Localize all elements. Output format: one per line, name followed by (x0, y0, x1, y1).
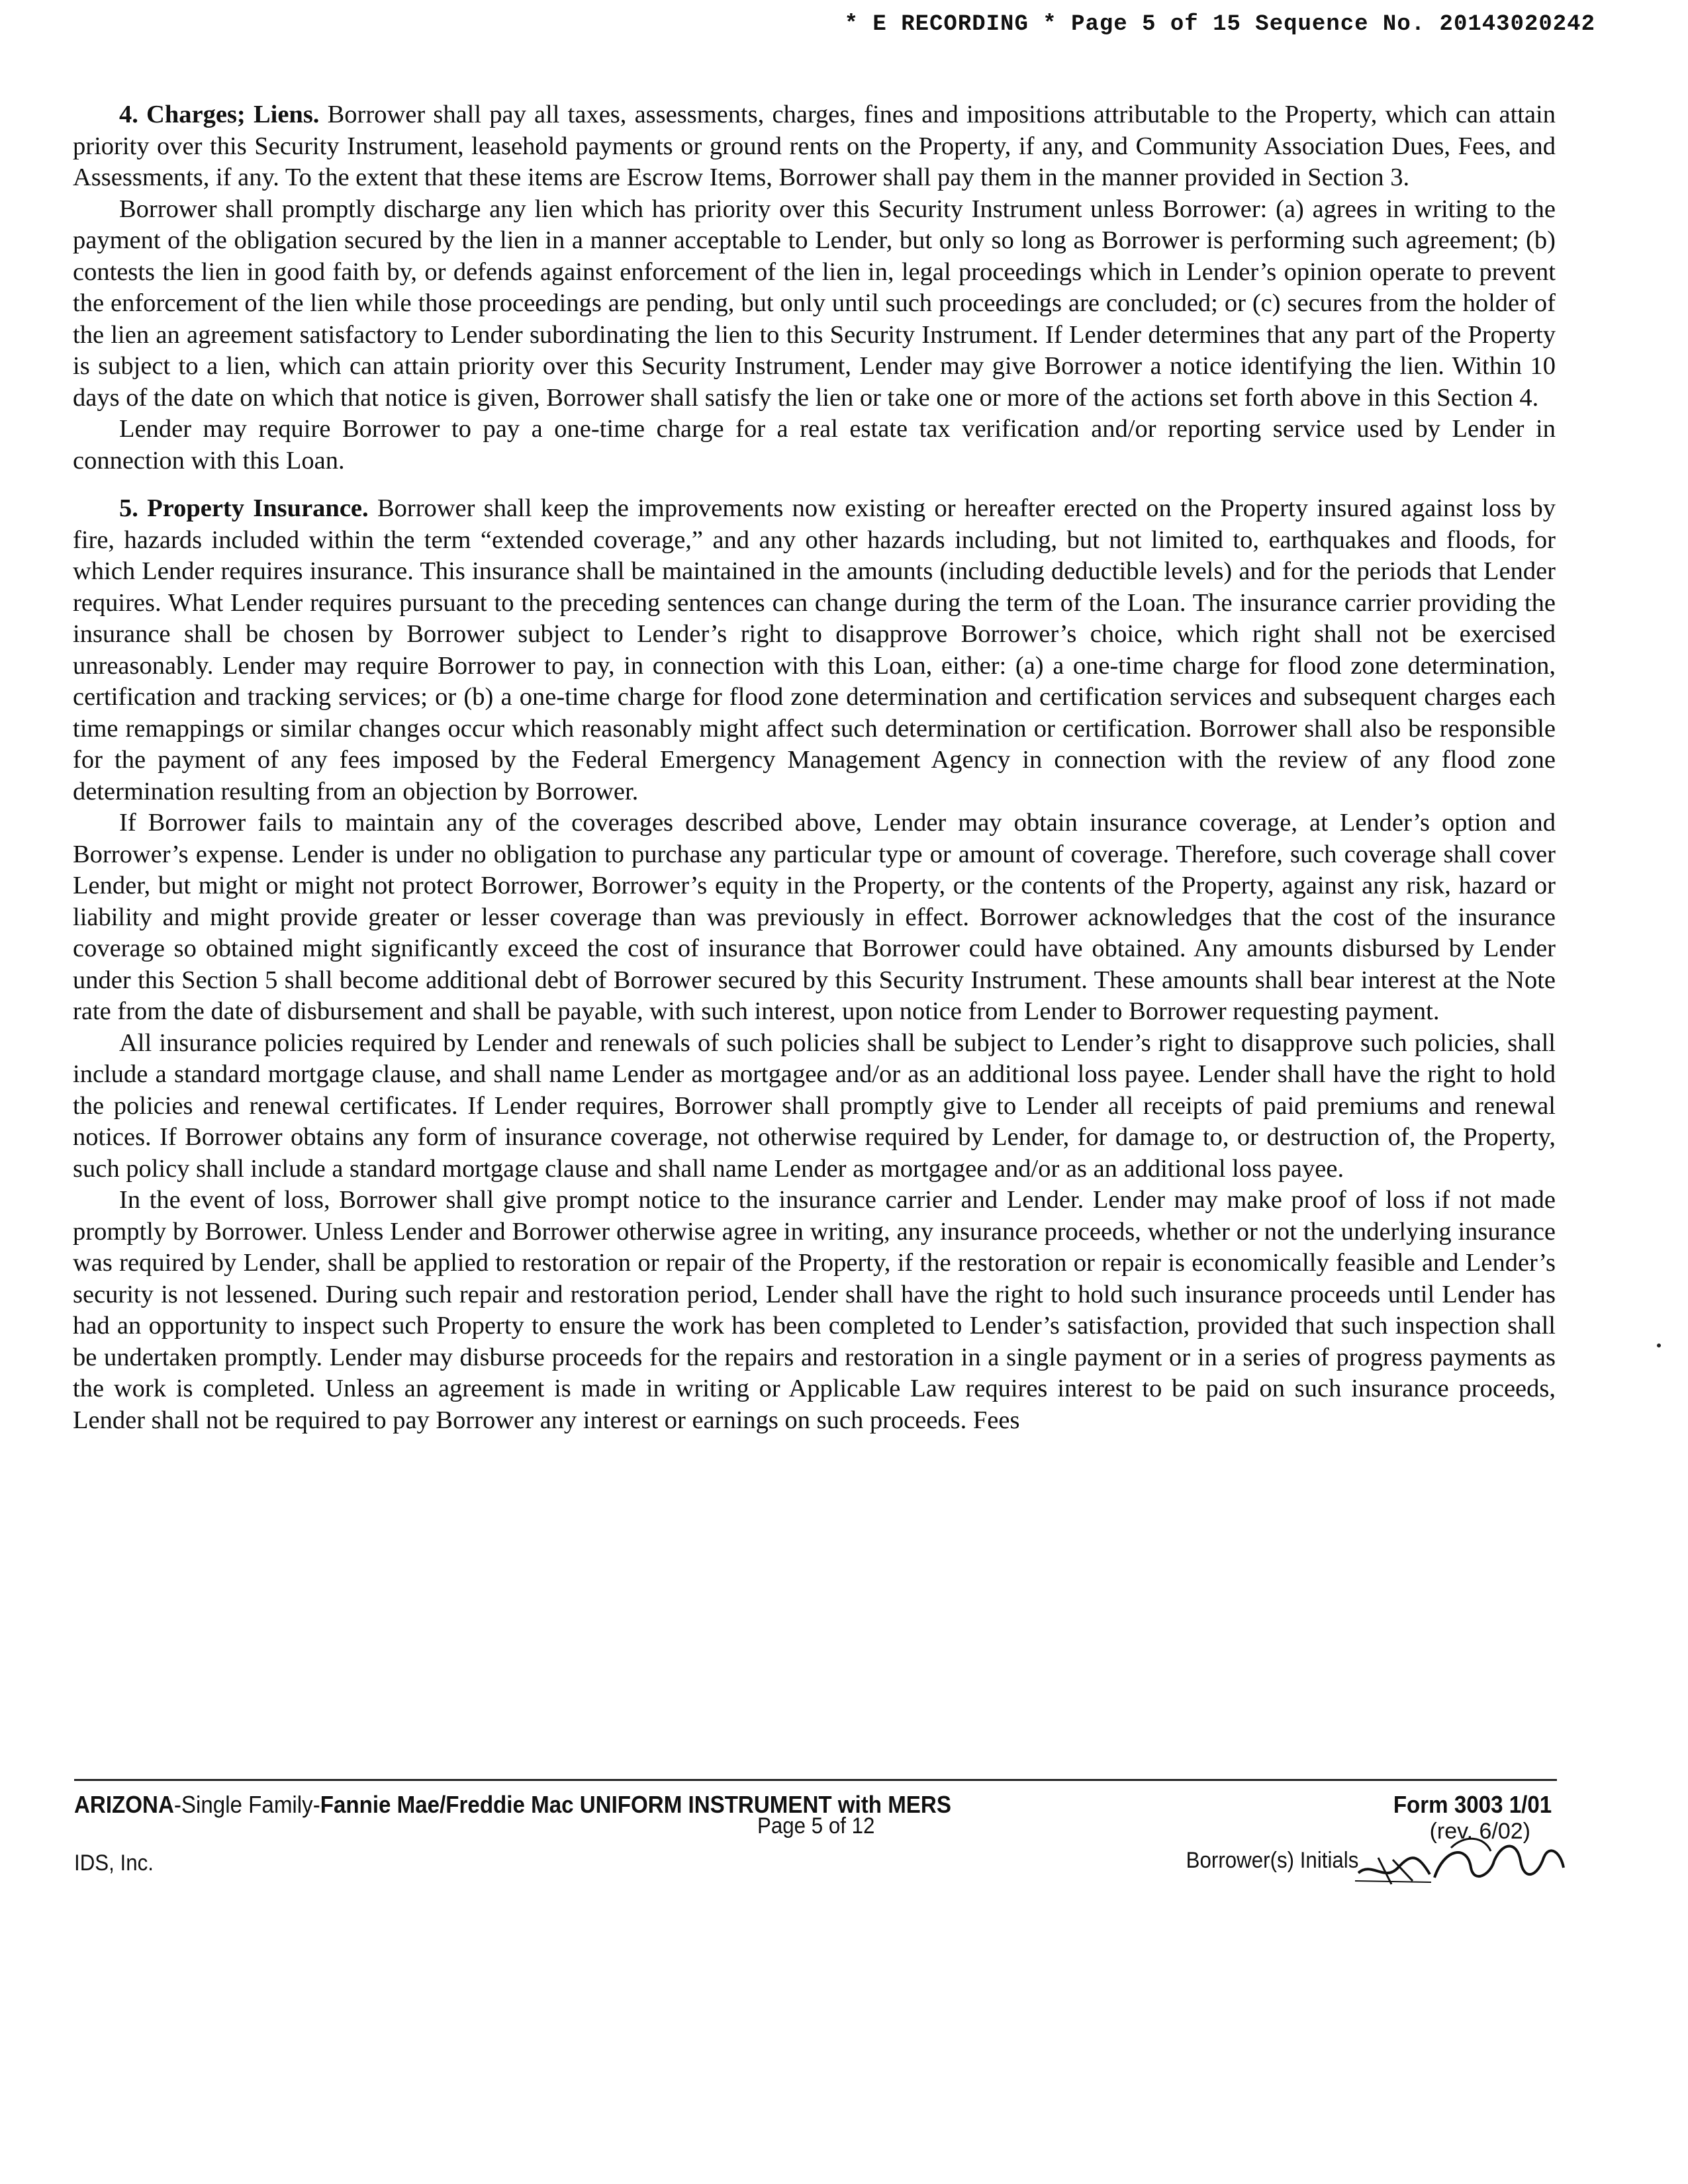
document-body (73, 99, 1556, 1436)
section-4-paragraph-1-text: Borrower shall pay all taxes, assessments, charges, fines and impositions attributable to the Property, which can attain priority over this Security Instrument, leasehold payments or ground rents on the Property, if any, and Community Association Dues, Fees, and Assessments, if any. To the extent that these items are Escrow Items, Borrower shall pay them in the manner provided in Section 3. (73, 101, 1556, 191)
section-5-paragraph-4: In the event of loss, Borrower shall give prompt notice to the insurance carrier and Lender. Lender may make proof of loss if not made promptly by Borrower. Unless Lender and Borrower otherwise agree in writing, any insurance proceeds, whether or not the underlying insurance was required by Lender, shall be applied to restoration or repair of the Property, if the restoration or repair is economically feasible and Lender’s security is not lessened. During such repair and restoration period, Lender shall have the right to hold such insurance proceeds until Lender has had an opportunity to inspect such Property to ensure the work has been completed to Lender’s satisfaction, provided that such inspection shall be undertaken promptly. Lender may disburse proceeds for the repairs and restoration in a single payment or in a series of progress payments as the work is completed. Unless an agreement is made in writing or Applicable Law requires interest to be paid on such insurance proceeds, Lender shall not be required to pay Borrower any interest or earnings on such proceeds. Fees (73, 1186, 1556, 1434)
recording-header: * E RECORDING * Page 5 of 15 Sequence No. 20143020242 (844, 12, 1595, 37)
stray-mark (1657, 1343, 1661, 1347)
section-5-title: 5. Property Insurance. (119, 494, 369, 522)
page-footer (74, 1782, 1557, 1894)
footer-family: -Single Family- (173, 1791, 320, 1818)
footer-vendor: IDS, Inc. (74, 1850, 154, 1876)
footer-divider (74, 1779, 1557, 1781)
footer-revision: (rev. 6/02) (1429, 1819, 1530, 1844)
section-4-paragraph-3: Lender may require Borrower to pay a one-time charge for a real estate tax verification and/or reporting service used by Lender in connection with this Loan. (73, 415, 1556, 475)
section-5-paragraph-2: If Borrower fails to maintain any of the coverages described above, Lender may obtain insurance coverage, at Lender’s option and Borrower’s expense. Lender is under no obligation to purchase any particular type or amount of coverage. Therefore, such coverage shall cover Lender, but might or might not protect Borrower, Borrower’s equity in the Property, or the contents of the Property, against any risk, hazard or liability and might provide greater or lesser coverage than was previously in effect. Borrower acknowledges that the cost of the insurance coverage so obtained might significantly exceed the cost of insurance that Borrower could have obtained. Any amounts disbursed by Lender under this Section 5 shall become additional debt of Borrower secured by this Security Instrument. These amounts shall bear interest at the Note rate from the date of disbursement and shall be payable, with such interest, upon notice from Lender to Borrower requesting payment. (73, 809, 1556, 1025)
footer-form-number: Form 3003 1/01 (1393, 1791, 1552, 1818)
footer-page-number: Page 5 of 12 (757, 1813, 875, 1839)
section-4-paragraph-2: Borrower shall promptly discharge any lien which has priority over this Security Instrument unless Borrower: (a) agrees in writing to the payment of the obligation secured by the lien in a manner acceptable to Lender, but only so long as Borrower is performing such agreement; (b) contests the lien in good faith by, or defends against enforcement of the lien in, legal proceedings which in Lender’s opinion operate to prevent the enforcement of the lien while those proceedings are pending, but only until such proceedings are concluded; or (c) secures from the holder of the lien an agreement satisfactory to Lender subordinating the lien to this Security Instrument. If Lender determines that any part of the Property is subject to a lien, which can attain priority over this Security Instrument, Lender may give Borrower a notice identifying the lien. Within 10 days of the date on which that notice is given, Borrower shall satisfy the lien or take one or more of the actions set forth above in this Section 4. (73, 195, 1556, 412)
footer-initials-label: Borrower(s) Initials (1186, 1848, 1358, 1873)
section-5-paragraph-1-text: Borrower shall keep the improvements now existing or hereafter erected on the Property insured against loss by fire, hazards included within the term “extended coverage,” and any other hazards including, but not limited to, earthquakes and floods, for which Lender requires insurance. This insurance shall be maintained in the amounts (including deductible levels) and for the periods that Lender requires. What Lender requires pursuant to the preceding sentences can change during the term of the Loan. The insurance carrier providing the insurance shall be chosen by Borrower subject to Lender’s right to disapprove Borrower’s choice, which right shall not be exercised unreasonably. Lender may require Borrower to pay, in connection with this Loan, either: (a) a one-time charge for flood zone determination, certification and tracking services; or (b) a one-time charge for flood zone determination and certification services and subsequent charges each time remappings or similar changes occur which reasonably might affect such determination or certification. Borrower shall also be responsible for the payment of any fees imposed by the Federal Emergency Management Agency in connection with the review of any flood zone determination resulting from an objection by Borrower. (73, 494, 1556, 805)
section-4-title: 4. Charges; Liens. (119, 101, 320, 128)
section-4-paragraph-1 (73, 99, 1556, 194)
section-5-paragraph-3: All insurance policies required by Lender and renewals of such policies shall be subject to Lender’s right to disapprove such policies, shall include a standard mortgage clause, and shall name Lender as mortgagee and/or as an additional loss payee. Lender shall have the right to hold the policies and renewal certificates. If Lender requires, Borrower shall promptly give to Lender all receipts of paid premiums and renewal notices. If Borrower obtains any form of insurance coverage, not otherwise required by Lender, for damage to, or destruction of, the Property, such policy shall include a standard mortgage clause and shall name Lender as mortgagee and/or as an additional loss payee. (73, 1028, 1556, 1183)
footer-instrument: Fannie Mae/Freddie Mac UNIFORM INSTRUMENT with MERS (320, 1791, 951, 1818)
section-5-paragraph-1 (73, 493, 1556, 807)
footer-state: ARIZONA (74, 1791, 174, 1818)
initials-signature (1352, 1821, 1570, 1894)
